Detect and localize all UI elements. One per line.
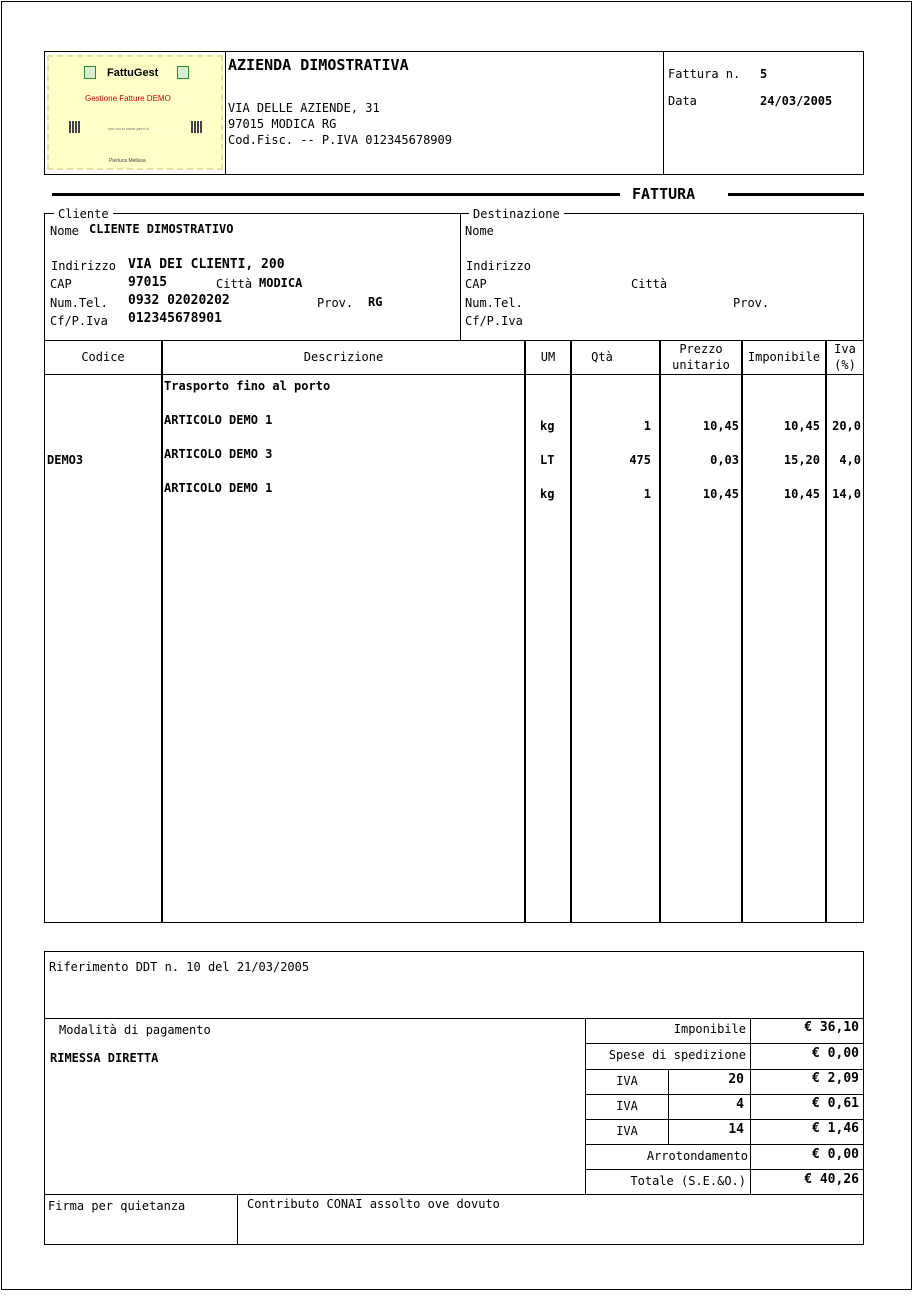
row-description: Trasporto fino al porto bbox=[164, 379, 331, 393]
customer-city: MODICA bbox=[259, 276, 303, 290]
col-header-iva: Iva bbox=[834, 342, 856, 356]
invoice-date-label: Data bbox=[668, 94, 697, 108]
title-rule bbox=[52, 193, 620, 196]
row-description: ARTICOLO DEMO 1 bbox=[164, 413, 273, 427]
customer-phone: 0932 02020202 bbox=[128, 293, 230, 308]
destination-address-label: Indirizzo bbox=[466, 259, 532, 273]
col-header-price: unitario bbox=[672, 358, 730, 372]
row-price: 0,03 bbox=[710, 453, 739, 467]
totals-vat-label: IVA bbox=[616, 1099, 638, 1113]
row-taxable: 10,45 bbox=[783, 487, 820, 501]
totals-vat-label: IVA bbox=[616, 1124, 638, 1138]
company-name: AZIENDA DIMOSTRATIVA bbox=[228, 56, 409, 74]
totals-vat-rate: 14 bbox=[728, 1122, 744, 1137]
row-iva: 20,0 bbox=[832, 419, 861, 433]
destination-phone-label: Num.Tel. bbox=[465, 296, 523, 310]
ledger-icon bbox=[177, 66, 189, 79]
destination-prov-label: Prov. bbox=[733, 296, 770, 310]
row-um: kg bbox=[540, 419, 555, 433]
totals-total-label: Totale (S.E.&O.) bbox=[630, 1174, 746, 1188]
qr-code-icon bbox=[69, 121, 81, 133]
row-qty: 1 bbox=[643, 419, 651, 433]
totals-rounding: € 0,00 bbox=[812, 1147, 859, 1162]
customer-phone-label: Num.Tel. bbox=[50, 296, 108, 310]
ddt-reference: Riferimento DDT n. 10 del 21/03/2005 bbox=[49, 960, 310, 974]
totals-taxable-label: Imponibile bbox=[673, 1022, 746, 1036]
totals-vat-amount: € 0,61 bbox=[812, 1096, 859, 1111]
row-qty: 475 bbox=[629, 453, 651, 467]
ledger-icon bbox=[84, 66, 96, 79]
logo-subtitle: Gestione Fatture DEMO bbox=[85, 94, 171, 103]
customer-prov: RG bbox=[368, 295, 383, 309]
row-um: LT bbox=[540, 453, 555, 467]
customer-address-label: Indirizzo bbox=[51, 259, 117, 273]
totals-vat-amount: € 1,46 bbox=[812, 1121, 859, 1136]
totals-vat-rate: 4 bbox=[736, 1097, 744, 1112]
company-logo bbox=[47, 55, 223, 170]
row-taxable: 15,20 bbox=[783, 453, 820, 467]
row-description: ARTICOLO DEMO 3 bbox=[164, 447, 273, 461]
customer-name-label: Nome bbox=[50, 224, 79, 238]
col-header-um: UM bbox=[540, 350, 556, 364]
totals-vat-rate: 20 bbox=[728, 1072, 744, 1087]
totals-vat-label: IVA bbox=[616, 1074, 638, 1088]
row-description: ARTICOLO DEMO 1 bbox=[164, 481, 273, 495]
destination-vat-label: Cf/P.Iva bbox=[465, 314, 523, 328]
logo-tagline: con chi si vuole per il ci bbox=[108, 126, 150, 131]
invoice-number-label: Fattura n. bbox=[668, 67, 741, 81]
col-header-code: Codice bbox=[81, 350, 125, 364]
customer-name: CLIENTE DIMOSTRATIVO bbox=[89, 222, 234, 236]
customer-prov-label: Prov. bbox=[317, 296, 354, 310]
totals-shipping: € 0,00 bbox=[812, 1046, 859, 1061]
qr-code-icon bbox=[191, 121, 203, 133]
logo-brand: FattuGest bbox=[107, 67, 159, 79]
document-title: FATTURA bbox=[632, 185, 696, 203]
totals-taxable: € 36,10 bbox=[804, 1020, 859, 1035]
totals-total: € 40,26 bbox=[804, 1172, 859, 1187]
signature-label: Firma per quietanza bbox=[48, 1199, 186, 1213]
row-iva: 4,0 bbox=[839, 453, 861, 467]
row-taxable: 10,45 bbox=[783, 419, 820, 433]
totals-shipping-label: Spese di spedizione bbox=[608, 1048, 746, 1062]
row-price: 10,45 bbox=[702, 487, 739, 501]
row-price: 10,45 bbox=[702, 419, 739, 433]
col-header-qty: Qtà bbox=[591, 350, 613, 364]
row-iva: 14,0 bbox=[832, 487, 861, 501]
invoice-date: 24/03/2005 bbox=[760, 94, 833, 108]
company-address: VIA DELLE AZIENDE, 31 bbox=[228, 101, 380, 115]
company-city: 97015 MODICA RG bbox=[228, 117, 337, 131]
logo-footer: Pierluca Mellusa bbox=[109, 158, 146, 164]
company-tax-id: Cod.Fisc. -- P.IVA 012345678909 bbox=[228, 133, 452, 147]
totals-rounding-label: Arrotondamento bbox=[646, 1149, 748, 1163]
col-header-price: Prezzo bbox=[679, 342, 723, 356]
customer-city-label: Città bbox=[216, 277, 253, 291]
conai-note: Contributo CONAI assolto ove dovuto bbox=[247, 1197, 500, 1211]
col-header-iva: (%) bbox=[834, 358, 856, 372]
row-code: DEMO3 bbox=[47, 453, 84, 467]
row-um: kg bbox=[540, 487, 555, 501]
customer-cap: 97015 bbox=[128, 275, 168, 290]
customer-vat: 012345678901 bbox=[128, 311, 222, 326]
col-header-taxable: Imponibile bbox=[747, 350, 821, 364]
customer-vat-label: Cf/P.Iva bbox=[50, 314, 108, 328]
destination-cap-label: CAP bbox=[465, 277, 487, 291]
col-header-description: Descrizione bbox=[303, 350, 384, 364]
row-qty: 1 bbox=[643, 487, 651, 501]
totals-vat-amount: € 2,09 bbox=[812, 1071, 859, 1086]
customer-legend: Cliente bbox=[54, 207, 113, 221]
title-rule bbox=[728, 193, 864, 196]
payment-label: Modalità di pagamento bbox=[59, 1023, 211, 1037]
destination-city-label: Città bbox=[631, 277, 668, 291]
payment-method: RIMESSA DIRETTA bbox=[50, 1051, 159, 1065]
destination-name-label: Nome bbox=[465, 224, 494, 238]
invoice-number: 5 bbox=[760, 67, 768, 81]
customer-cap-label: CAP bbox=[50, 277, 72, 291]
customer-address: VIA DEI CLIENTI, 200 bbox=[128, 257, 285, 272]
destination-legend: Destinazione bbox=[469, 207, 564, 221]
